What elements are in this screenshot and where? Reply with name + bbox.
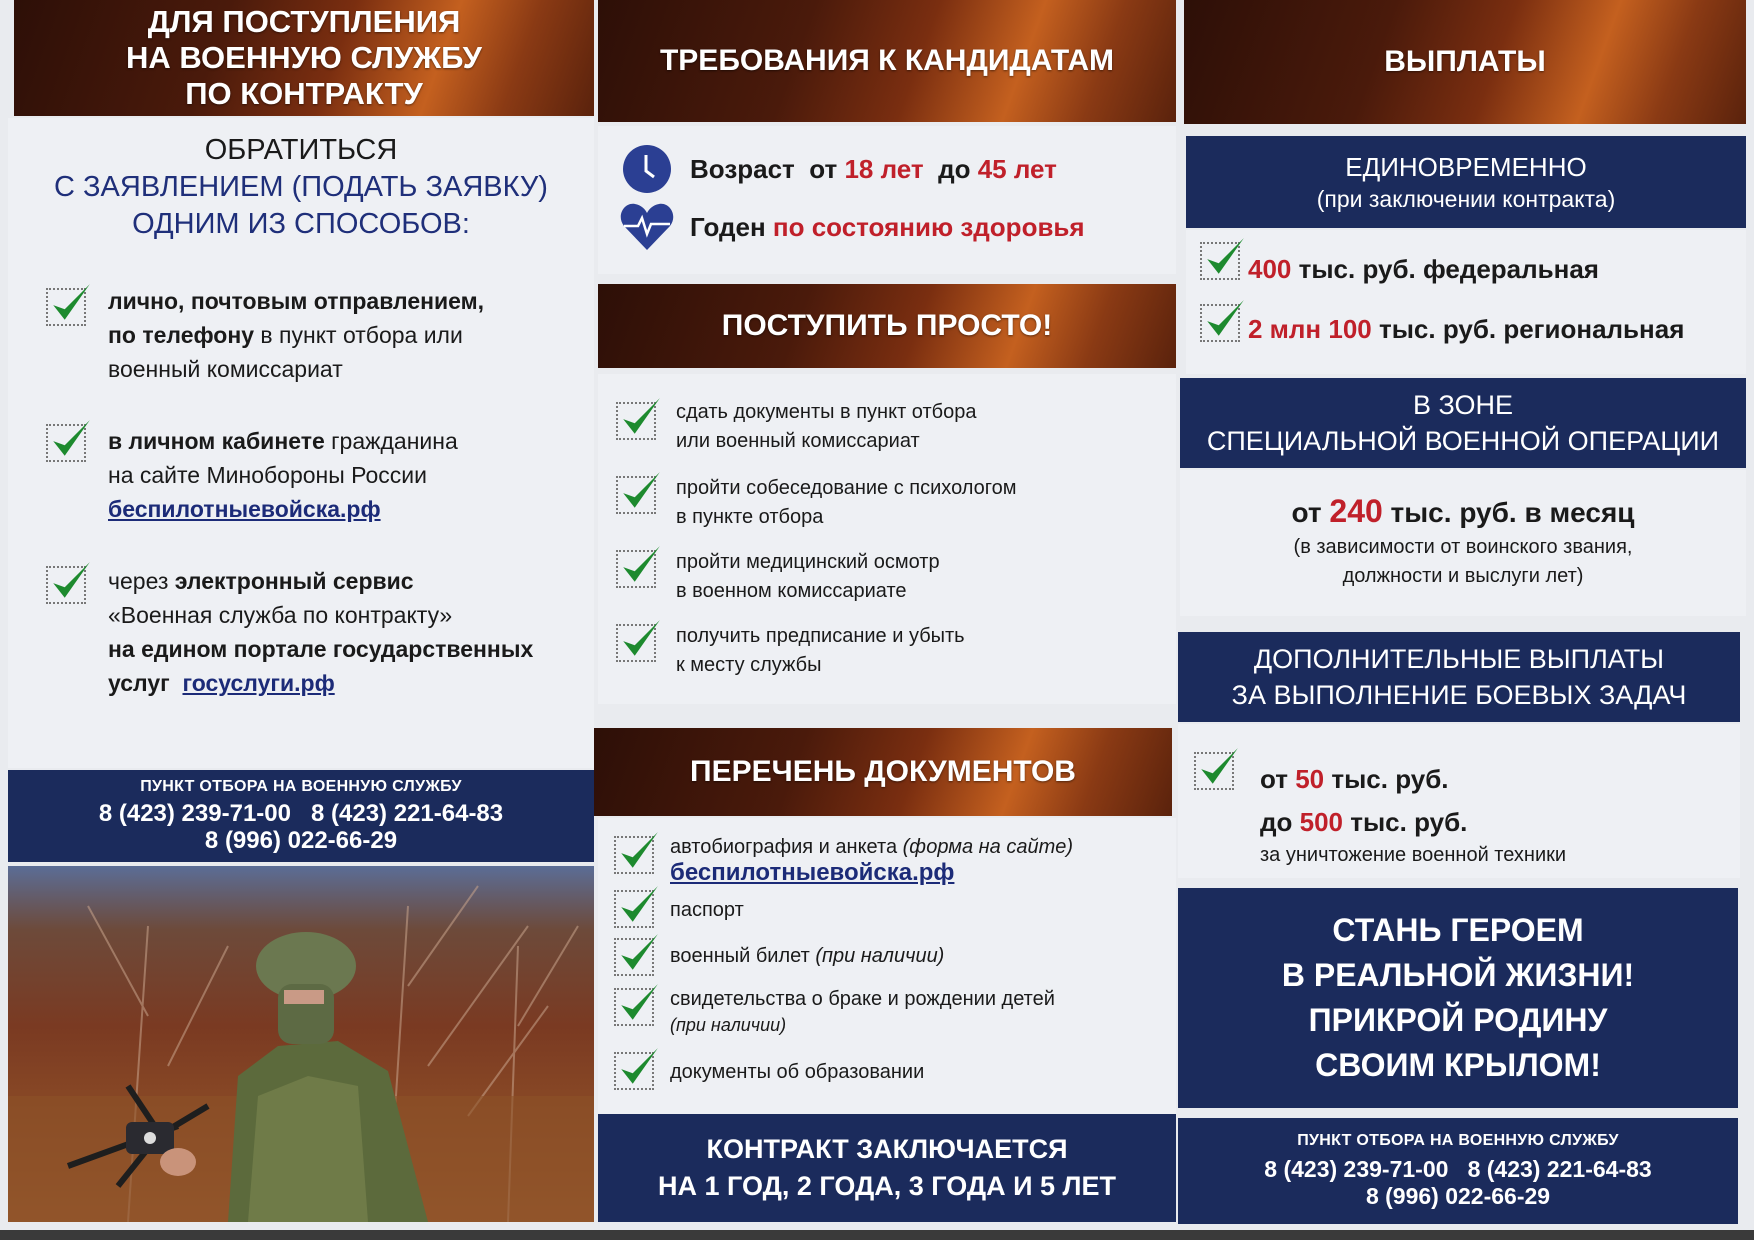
extra-note: за уничтожение военной техники [1260, 844, 1567, 866]
step-item [676, 474, 1017, 532]
link-bespilotnye-voyska[interactable]: беспилотныевойска.рф [670, 859, 955, 886]
step-line: в военном комиссариате [676, 580, 907, 602]
monthly-amount: 240 [1329, 493, 1383, 529]
amount: 400 [1248, 254, 1292, 284]
amount: 2 млн 100 [1248, 314, 1372, 344]
column-requirements [598, 0, 1176, 1230]
check-icon [1194, 752, 1234, 790]
method-personal-account [108, 424, 588, 526]
phone-number[interactable]: 8 (423) 221-64-83 [311, 800, 504, 827]
apply-title [8, 132, 594, 243]
header-line: ДЛЯ ПОСТУПЛЕНИЯ [147, 4, 461, 39]
check-icon [46, 288, 86, 326]
method-text-bold: по телефону [108, 322, 255, 348]
header-requirements: ТРЕБОВАНИЯ К КАНДИДАТАМ [598, 0, 1176, 122]
lump-federal [1248, 254, 1599, 285]
contact-title: ПУНКТ ОТБОРА НА ВОЕННУЮ СЛУЖБУ [140, 778, 462, 795]
contract-terms [598, 1114, 1176, 1222]
soldier-with-drone-photo [8, 866, 594, 1222]
document-text: документы об образовании [670, 1061, 925, 1083]
check-icon [614, 1052, 654, 1090]
check-icon [1200, 304, 1240, 342]
document-note: (при наличии) [670, 1015, 787, 1035]
method-text-bold: на едином портале государственных [108, 636, 534, 662]
contact-box [1178, 1118, 1738, 1224]
contract-line1: КОНТРАКТ ЗАКЛЮЧАЕТСЯ [706, 1134, 1068, 1164]
document-item [670, 986, 1055, 1038]
slogan-box [1178, 888, 1738, 1108]
age-to: до [938, 154, 971, 184]
method-text-bold: услуг [108, 670, 170, 696]
age-max: 45 лет [977, 154, 1057, 184]
phone-number[interactable]: 8 (423) 221-64-83 [1467, 1156, 1652, 1182]
check-icon [616, 476, 656, 514]
step-item [676, 398, 976, 456]
apply-title-line1: ОБРАТИТЬСЯ [204, 134, 398, 166]
method-text: через [108, 568, 175, 594]
method-text: гражданина [324, 428, 458, 454]
clock-icon [622, 144, 672, 194]
document-item [670, 834, 1170, 887]
check-icon [46, 566, 86, 604]
extra-line1: ДОПОЛНИТЕЛЬНЫЕ ВЫПЛАТЫ [1253, 644, 1665, 674]
link-gosuslugi[interactable]: госуслуги.рф [182, 670, 335, 696]
contact-title: ПУНКТ ОТБОРА НА ВОЕННУЮ СЛУЖБУ [1297, 1132, 1619, 1149]
monthly-rest: тыс. руб. в месяц [1382, 497, 1635, 528]
document-text: военный билет [670, 945, 816, 967]
apply-title-line3: ОДНИМ ИЗ СПОСОБОВ: [132, 208, 470, 240]
document-text: паспорт [670, 899, 744, 921]
page-bottom-edge [0, 1230, 1754, 1240]
heart-pulse-icon [620, 200, 674, 252]
health-label: Годен [690, 212, 766, 242]
phone-number[interactable]: 8 (423) 239-71-00 [98, 800, 291, 827]
document-item [670, 896, 744, 925]
monthly-pre: от [1291, 497, 1330, 528]
contact-box [8, 770, 594, 862]
extra-header [1178, 632, 1740, 722]
step-line: пройти медицинский осмотр [676, 551, 940, 573]
check-icon [616, 402, 656, 440]
check-icon [614, 836, 654, 874]
age-min: 18 лет [844, 154, 924, 184]
check-icon [614, 890, 654, 928]
health-requirement [690, 210, 1085, 244]
step-item [676, 622, 965, 680]
document-text: свидетельства о браке и рождении детей [670, 988, 1055, 1010]
extra-from-amount: 50 [1295, 764, 1325, 794]
phone-number[interactable]: 8 (996) 022-66-29 [1365, 1183, 1551, 1209]
column-how-to-apply [8, 0, 594, 1230]
step-item [676, 548, 940, 606]
monthly-note: (в зависимости от воинского звания, [1293, 536, 1633, 558]
age-requirement [690, 152, 1057, 186]
method-text-bold: в личном кабинете [108, 428, 325, 454]
slogan-line: В РЕАЛЬНОЙ ЖИЗНИ! [1281, 957, 1635, 993]
check-icon [614, 938, 654, 976]
check-icon [616, 624, 656, 662]
document-note: (форма на сайте) [902, 836, 1074, 858]
phone-number[interactable]: 8 (423) 239-71-00 [1264, 1156, 1449, 1182]
header-documents: ПЕРЕЧЕНЬ ДОКУМЕНТОВ [594, 728, 1172, 816]
slogan-line: СТАНЬ ГЕРОЕМ [1332, 912, 1584, 948]
age-from: от [809, 154, 838, 184]
monthly-pay [1180, 492, 1746, 590]
extra-line2: ЗА ВЫПОЛНЕНИЕ БОЕВЫХ ЗАДАЧ [1231, 680, 1687, 710]
step-line: к месту службы [676, 654, 822, 676]
lump-regional [1248, 314, 1684, 345]
extra-to-pre: до [1260, 807, 1300, 837]
svo-line1: В ЗОНЕ [1412, 390, 1514, 420]
slogan-line: ПРИКРОЙ РОДИНУ [1308, 1002, 1608, 1038]
header-apply [14, 0, 594, 116]
amount-text: тыс. руб. региональная [1371, 314, 1685, 344]
step-line: пройти собеседование с психологом [676, 477, 1017, 499]
svo-line2: СПЕЦИАЛЬНОЙ ВОЕННОЙ ОПЕРАЦИИ [1206, 426, 1720, 456]
check-icon [614, 988, 654, 1026]
extra-to-rest: тыс. руб. [1343, 807, 1468, 837]
slogan-line: СВОИМ КРЫЛОМ! [1315, 1047, 1601, 1083]
health-value: по состоянию здоровья [772, 212, 1085, 242]
step-line: сдать документы в пункт отбора [676, 401, 977, 423]
check-icon [1200, 242, 1240, 280]
step-line: или военный комиссариат [676, 430, 920, 452]
method-gosuslugi [108, 564, 594, 700]
method-text: на сайте Минобороны России [108, 462, 427, 488]
age-label: Возраст [690, 154, 795, 184]
amount-text: тыс. руб. федеральная [1291, 254, 1599, 284]
header-line: НА ВОЕННУЮ СЛУЖБУ [126, 40, 482, 75]
check-icon [46, 424, 86, 462]
method-text-bold: электронный сервис [174, 568, 414, 594]
method-text-bold: лично, почтовым отправлением, [108, 288, 485, 314]
document-item [670, 1058, 924, 1087]
lump-sum-header [1186, 136, 1746, 228]
check-icon [616, 550, 656, 588]
extra-to-amount: 500 [1299, 807, 1343, 837]
contract-line2: НА 1 ГОД, 2 ГОДА, 3 ГОДА И 5 ЛЕТ [658, 1171, 1116, 1201]
column-payments [1180, 0, 1746, 1230]
method-text: в пункт отбора или [254, 322, 463, 348]
method-in-person [108, 284, 588, 386]
step-line: получить предписание и убыть [676, 625, 965, 647]
header-payments: ВЫПЛАТЫ [1184, 0, 1746, 124]
lump-subtitle: (при заключении контракта) [1316, 186, 1616, 212]
header-line: ПО КОНТРАКТУ [185, 76, 423, 111]
step-line: в пункте отбора [676, 506, 824, 528]
document-note: (при наличии) [815, 945, 945, 967]
extra-from-rest: тыс. руб. [1324, 764, 1449, 794]
lump-title: ЕДИНОВРЕМЕННО [1345, 152, 1587, 182]
method-text: военный комиссариат [108, 356, 343, 382]
document-text: автобиография и анкета [670, 836, 903, 858]
monthly-note: должности и выслуги лет) [1342, 565, 1584, 587]
extra-from-pre: от [1260, 764, 1296, 794]
requirements-panel [598, 126, 1176, 274]
svo-header [1180, 378, 1746, 468]
document-item [670, 942, 944, 971]
phone-number[interactable]: 8 (996) 022-66-29 [204, 827, 398, 854]
header-steps: ПОСТУПИТЬ ПРОСТО! [598, 284, 1176, 368]
method-text: «Военная служба по контракту» [108, 602, 453, 628]
lump-panel [1186, 230, 1746, 374]
extra-pay [1260, 756, 1566, 868]
link-bespilotnye-voyska[interactable]: беспилотныевойска.рф [108, 496, 381, 522]
photo-illustration [8, 866, 594, 1222]
apply-title-line2: С ЗАЯВЛЕНИЕМ (ПОДАТЬ ЗАЯВКУ) [54, 171, 548, 203]
